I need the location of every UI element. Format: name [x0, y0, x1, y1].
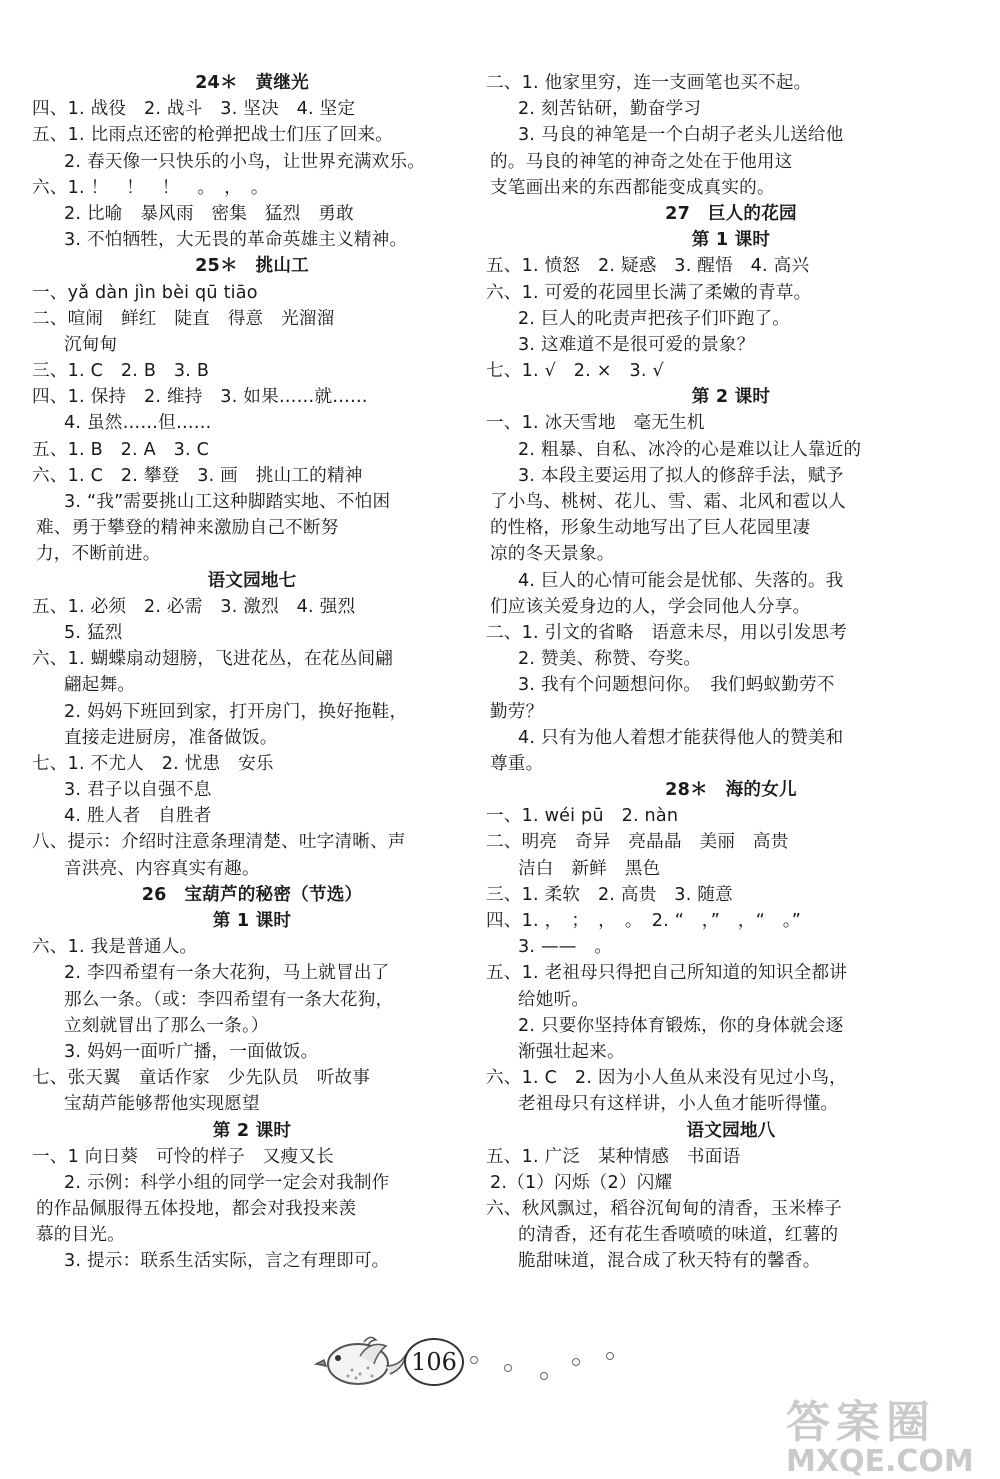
answer-line: 五、1. B 2. A 3. C [32, 439, 210, 460]
answer-line: 二、喧闹 鲜红 陡直 得意 光溜溜 [32, 308, 335, 329]
answer-line: 勤劳？ [490, 701, 544, 722]
answer-line: 宝葫芦能够帮他实现愿望 [64, 1094, 260, 1115]
right-column [486, 70, 976, 1275]
watermark [786, 1386, 986, 1479]
answer-line: 二、1. 他家里穷，连一支画笔也买不起。 [486, 73, 812, 93]
section-heading: 第 2 课时 [691, 387, 771, 408]
answer-line: 六、1. ！ ！ ！ 。 ， 。 [32, 177, 269, 198]
answer-line: 七、1. 不尤人 2. 忧患 安乐 [32, 753, 274, 774]
answer-line: 二、1. 引文的省略 语意未尽，用以引发思考 [486, 622, 848, 643]
answer-line: 凉的冬天景象。 [490, 544, 615, 565]
bird-decoration-icon [314, 1330, 410, 1394]
answer-line: 六、1. 我是普通人。 [32, 937, 198, 958]
answer-line: 3. 君子以自强不息 [64, 780, 212, 801]
answer-line: 洁白 新鲜 黑色 [518, 858, 661, 879]
page-number: 106 [404, 1338, 464, 1386]
answer-line: 渐强壮起来。 [518, 1041, 625, 1062]
answer-line: 的清香，还有花生香喷喷的味道，红薯的 [518, 1225, 839, 1246]
answer-line: 3. 这难道不是很可爱的景象？ [518, 334, 755, 355]
answer-line: 八、提示：介绍时注意条理清楚、吐字清晰、声 [32, 832, 406, 853]
section-heading: 26 宝葫芦的秘密（节选） [141, 884, 363, 905]
answer-line: 四、1. 战役 2. 战斗 3. 坚决 4. 坚定 [32, 99, 356, 120]
section-heading: 语文园地八 [686, 1120, 776, 1141]
answer-line: 3. —— 。 [518, 937, 613, 958]
answer-line: 3. 不怕牺牲，大无畏的革命英雄主义精神。 [64, 230, 408, 251]
answer-line: 五、1. 老祖母只得把自己所知道的知识全都讲 [486, 963, 848, 984]
answer-line: 三、1. 柔软 2. 高贵 3. 随意 [486, 884, 733, 905]
answer-line: 们应该关爱身边的人，学会同他人分享。 [490, 596, 811, 617]
answer-line: 六、1. C 2. 因为小人鱼从来没有见过小鸟， [486, 1068, 847, 1089]
section-heading: 第 1 课时 [691, 230, 771, 251]
answer-line: 三、1. C 2. B 3. B [32, 361, 210, 382]
answer-line: 六、1. 蝴蝶扇动翅膀，飞进花丛，在花丛间翩 [32, 649, 394, 670]
left-column [32, 70, 472, 1275]
answer-line: 五、1. 愤怒 2. 疑惑 3. 醒悟 4. 高兴 [486, 256, 810, 277]
answer-line: 2. 赞美、称赞、夸奖。 [518, 649, 702, 670]
answer-line: 了小鸟、桃树、花儿、雪、霜、北风和雹以人 [490, 492, 846, 512]
answer-line: 3. 妈妈一面听广播，一面做饭。 [64, 1041, 319, 1062]
answer-line: 2. 李四希望有一条大花狗，马上就冒出了 [64, 963, 390, 984]
section-heading: 第 1 课时 [212, 911, 292, 931]
answer-line: 一、1. 冰天雪地 毫无生机 [486, 413, 705, 434]
answer-line: 3. 提示：联系生活实际，言之有理即可。 [64, 1251, 390, 1272]
answer-line: 七、张天翼 童话作家 少先队员 听故事 [32, 1068, 371, 1089]
section-heading: 25＊ 挑山工 [195, 256, 309, 277]
answer-line: 五、1. 必须 2. 必需 3. 激烈 4. 强烈 [32, 596, 356, 617]
decorative-dot-icon [572, 1358, 580, 1366]
section-heading: 28＊ 海的女儿 [665, 780, 797, 801]
answer-line: 一、1. wéi pū 2. nàn [486, 806, 679, 827]
answer-line: 四、1. 保持 2. 维持 3. 如果……就…… [32, 387, 368, 408]
answer-line: 2. 妈妈下班回到家，打开房门，换好拖鞋， [64, 701, 408, 722]
section-heading: 24＊ 黄继光 [195, 73, 309, 93]
answer-line: 一、1 向日葵 可怜的样子 又瘦又长 [32, 1146, 334, 1167]
answer-line: 4. 胜人者 自胜者 [64, 806, 212, 827]
answer-line: 3. 马良的神笔是一个白胡子老头儿送给他 [518, 125, 844, 146]
answer-line: 2. 粗暴、自私、冰冷的心是难以让人靠近的 [518, 439, 862, 460]
answer-line: 的。马良的神笔的神奇之处在于他用这 [490, 151, 793, 172]
answer-line: 五、1. 比雨点还密的枪弹把战士们压了回来。 [32, 125, 394, 146]
answer-line: 那么一条。（或：李四希望有一条大花狗， [64, 989, 394, 1010]
answer-line: 立刻就冒出了那么一条。） [64, 1015, 269, 1036]
answer-line: 二、明亮 奇异 亮晶晶 美丽 高贵 [486, 832, 789, 853]
answer-line: 给她听。 [518, 989, 590, 1010]
answer-line: 支笔画出来的东西都能变成真实的。 [490, 177, 775, 198]
answer-line: 的作品佩服得五体投地，都会对我投来羡 [36, 1199, 357, 1220]
answer-line: 4. 虽然……但…… [64, 413, 212, 434]
answer-line: 2. 刻苦钻研，勤奋学习 [518, 99, 702, 120]
section-heading: 27 巨人的花园 [665, 203, 797, 224]
answer-line: 力，不断前进。 [36, 544, 161, 565]
answer-line: 沉甸甸 [64, 334, 118, 355]
answer-line: 五、1. 广泛 某种情感 书面语 [486, 1146, 741, 1167]
answer-line: 3. 我有个问题想问你。 我们蚂蚁勤劳不 [518, 675, 835, 696]
answer-line: 六、1. C 2. 攀登 3. 画 挑山工的精神 [32, 465, 363, 486]
section-heading: 第 2 课时 [212, 1120, 292, 1141]
answer-line: 2. 巨人的叱责声把孩子们吓跑了。 [518, 308, 791, 329]
answer-line: 音洪亮、内容真实有趣。 [64, 858, 260, 879]
answer-line: 4. 只有为他人着想才能获得他人的赞美和 [518, 727, 844, 748]
answer-line: 2. 示例：科学小组的同学一定会对我制作 [64, 1172, 390, 1193]
answer-line: 脆甜味道，混合成了秋天特有的馨香。 [518, 1251, 821, 1272]
decorative-dot-icon [606, 1352, 614, 1360]
watermark-url: MXQE.COM [786, 1444, 974, 1479]
section-heading: 语文园地七 [207, 570, 297, 591]
answer-line: 2. 只要你坚持体育锻炼，你的身体就会逐 [518, 1015, 844, 1036]
watermark-title: 答案圈 [786, 1397, 936, 1448]
answer-line: 2. 春天像一只快乐的小鸟，让世界充满欢乐。 [64, 151, 426, 172]
answer-line: 老祖母只有这样讲，小人鱼才能听得懂。 [518, 1094, 839, 1115]
answer-line: 3. 本段主要运用了拟人的修辞手法，赋予 [518, 465, 844, 486]
decorative-dot-icon [540, 1372, 548, 1380]
answer-line: 六、秋风飘过，稻谷沉甸甸的清香，玉米棒子 [486, 1199, 842, 1220]
answer-line: 直接走进厨房，准备做饭。 [64, 727, 278, 748]
answer-line: 尊重。 [490, 753, 544, 774]
answer-line: 4. 巨人的心情可能会是忧郁、失落的。我 [518, 570, 844, 591]
page-footer [0, 1318, 1000, 1479]
answer-line: 难、勇于攀登的精神来激励自己不断努 [36, 518, 339, 539]
answer-line: 六、1. 可爱的花园里长满了柔嫩的青草。 [486, 282, 812, 303]
answer-line: 2. 比喻 暴风雨 密集 猛烈 勇敢 [64, 203, 354, 224]
answer-line: 2.（1）闪烁（2）闪耀 [490, 1172, 673, 1193]
answer-line: 3. “我”需要挑山工这种脚踏实地、不怕困 [64, 492, 391, 512]
answer-line: 一、yǎ dàn jìn bèi qū tiāo [32, 282, 258, 303]
answer-line: 七、1. √ 2. × 3. √ [486, 361, 664, 382]
answer-line: 慕的目光。 [36, 1225, 125, 1246]
answer-line: 的性格，形象生动地写出了巨人花园里凄 [490, 518, 811, 539]
decorative-dot-icon [470, 1356, 478, 1364]
answer-line: 翩起舞。 [64, 675, 136, 696]
answer-line: 5. 猛烈 [64, 622, 123, 643]
answer-line: 四、1. ， ； ， 。 2. “ ，” ，“ 。” [486, 911, 802, 931]
decorative-dot-icon [504, 1364, 512, 1372]
